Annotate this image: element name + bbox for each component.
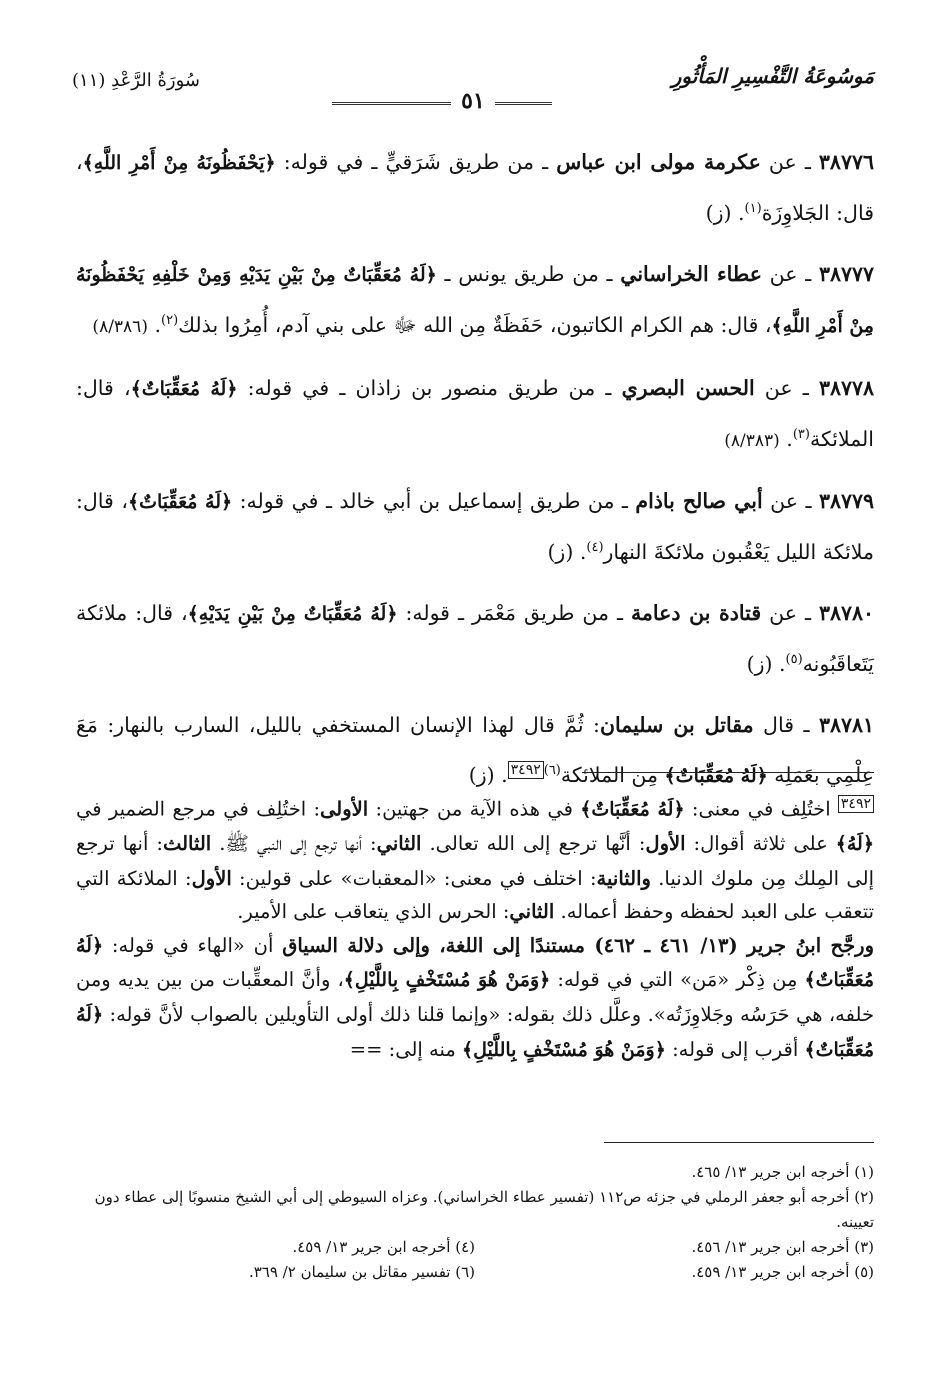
quran-quote: ﴿لَهُ مُعَقِّبَاتٌ﴾ (130, 377, 238, 400)
volume-reference: (٨/٣٨٣) (724, 430, 780, 451)
entry-38778: ٣٨٧٧٨ ـ عن الحسن البصري ـ من طريق منصور بن زاذان ـ في قوله: ﴿لَهُ مُعَقِّبَاتٌ﴾، قال: الملائكة$^{(٣)}$. (٨/٣٨٣) (76, 375, 874, 451)
entry-38776: ٣٨٧٧٦ ـ عن عكرمة مولى ابن عباس ـ من طريق شَرَقيٍّ ـ في قوله: ﴿يَحْفَظُونَهُ مِنْ أَمْرِ اللَّهِ﴾، قال: الجَلاوِزَة$^{(١)}$. (ز) (76, 150, 874, 225)
footnote-marker: (٣) (792, 426, 810, 442)
surah-title: سُورَةُ الرَّعْدِ (١١) (72, 70, 200, 91)
footnote-marker: (٦) (543, 763, 561, 779)
footnotes (76, 1160, 874, 1285)
volume-reference: (٨/٣٨٦) (92, 316, 148, 337)
footnote-4: (٤) أخرجه ابن جرير ١٣/ ٤٥٩. (292, 1238, 475, 1256)
editorial-note (76, 788, 874, 1067)
quran-quote: ﴿يَحْفَظُونَهُ مِنْ أَمْرِ اللَّهِ﴾ (82, 152, 276, 174)
entry-38780: ٣٨٧٨٠ ـ عن قتادة بن دعامة ـ من طريق مَعْمَر ـ قوله: ﴿لَهُ مُعَقِّبَاتٌ مِنْ بَيْنِ يَدَيْهِ﴾، قال: ملائكة يَتَعاقَبُونه$^{(٥)}$. (ز) (76, 601, 874, 677)
quran-quote: ﴿لَهُ مُعَقِّبَاتٌ مِنْ بَيْنِ يَدَيْهِ وَمِنْ خَلْفِهِ يَحْفَظُونَهُ مِنْ أَمْرِ اللَّهِ﴾ (76, 263, 874, 337)
quran-quote: ﴿لَهُ مُعَقِّبَاتٌ مِنْ بَيْنِ يَدَيْهِ﴾ (187, 603, 398, 626)
entry-38779: ٣٨٧٧٩ ـ عن أبي صالح باذام ـ من طريق إسماعيل بن أبي خالد ـ في قوله: ﴿لَهُ مُعَقِّبَاتٌ﴾، قال: ملائكة الليل يَعْقُبون ملائكةَ النهار$^{(٤)}$. (ز) (76, 489, 874, 565)
note-box-marker: ٣٤٩٢ (838, 795, 874, 813)
footnote-3: (٣) أخرجه ابن جرير ١٣/ ٤٥٦. (691, 1238, 874, 1256)
note-paragraph-1: $^{٣٤٩٢}$ اختُلِف في معنى: ﴿لَهُ مُعَقِّبَاتٌ﴾ في هذه الآية من جهتين: الأولى: اختُلِف في مرجع الضمير في ﴿لَهُ﴾ على ثلاثة أقوال: الأول: أنَّها ترجع إلى الله تعالى. الثاني: أنها ترجع إلى النبي ﷺ. الثالث: أنها ترجع إلى المِلك مِن ملوك الدنيا. والثانية: اختلف في معنى: «المعقبات» على قولين: الأول: الملائكة التي تتعقب على العبد لحفظه وحفظ أعماله. الثاني: الحرس الذي يتعاقب على الأمير. (76, 796, 874, 924)
note-separator (582, 772, 874, 773)
quran-quote: ﴿لَهُ مُعَقِّبَاتٌ﴾ (127, 491, 233, 514)
footnote-1: (١) أخرجه ابن جرير ١٣/ ٤٦٥. (691, 1163, 874, 1181)
note-paragraph-2: ورجَّح ابنُ جرير (١٣/ ٤٦١ ـ ٤٦٢) مستندًا إلى اللغة، وإلى دلالة السياق أن «الهاء في قوله: ﴿لَهُ مُعَقِّبَاتٌ﴾ مِن ذِكْر «مَن» التي في قوله: ﴿وَمَنْ هُوَ مُسْتَخْفٍ بِاللَّيْلِ﴾، وأنَّ المعقِّبات من بين يديه ومن خلفه، هي حَرَسُه وجَلاوِزَتُه». وعلَّل ذلك بقوله: «وإنما قلنا ذلك أولى التأويلين بالصواب لأنَّ قوله: ﴿لَهُ مُعَقِّبَاتٌ﴾ أقرب إلى قوله: ﴿وَمَنْ هُوَ مُسْتَخْفٍ بِاللَّيْلِ﴾ منه إلى: == (76, 933, 875, 1061)
quran-quote: ﴿لَهُ مُعَقِّبَاتٌ﴾ (664, 764, 768, 787)
footnote-separator (604, 1142, 874, 1143)
footnote-5: (٥) أخرجه ابن جرير ١٣/ ٤٥٩. (691, 1263, 874, 1281)
entry-38781: ٣٨٧٨١ ـ قال مقاتل بن سليمان: ثُمَّ قال لهذا الإنسان المستخفي بالليل، السارب بالنهار: مَعَ عِلْمِي بعَمَلِه ﴿لَهُ مُعَقِّبَاتٌ﴾ مِن الملائكة$^{(٦)٣٤٩٢}$. (ز) (76, 713, 875, 787)
main-text (76, 140, 874, 799)
footnote-marker: (١) (744, 201, 762, 216)
footnote-marker: (٤) (586, 540, 604, 556)
page-header (72, 64, 874, 114)
footnote-marker: (٥) (785, 652, 803, 668)
book-title: مَوسُوعَةُ التَّفْسِيرِ المَأْثُورِ (671, 64, 874, 88)
footnote-2: (٢) أخرجه أبو جعفر الرملي في جزئه ص١١٢ (تفسير عطاء الخراساني). وعزاه السيوطي إلى أبي الشيخ منسوبًا إلى عطاء دون تعيينه. (94, 1188, 874, 1231)
page-number: ٥١ (451, 88, 495, 114)
footnote-6: (٦) تفسير مقاتل بن سليمان ٢/ ٣٦٩. (248, 1263, 475, 1281)
entry-38777: ٣٨٧٧٧ ـ عن عطاء الخراساني ـ من طريق يونس ـ ﴿لَهُ مُعَقِّبَاتٌ مِنْ بَيْنِ يَدَيْهِ وَمِنْ خَلْفِهِ يَحْفَظُونَهُ مِنْ أَمْرِ اللَّهِ﴾، قال: هم الكرام الكاتبون، حَفَظَةٌ مِن الله ﷻ على بني آدم، أُمِرُوا بذلك$^{(٢)}$. (٨/٣٨٦) (76, 261, 875, 337)
note-box-marker: ٣٤٩٢ (508, 761, 544, 779)
footnote-marker: (٢) (161, 312, 179, 328)
